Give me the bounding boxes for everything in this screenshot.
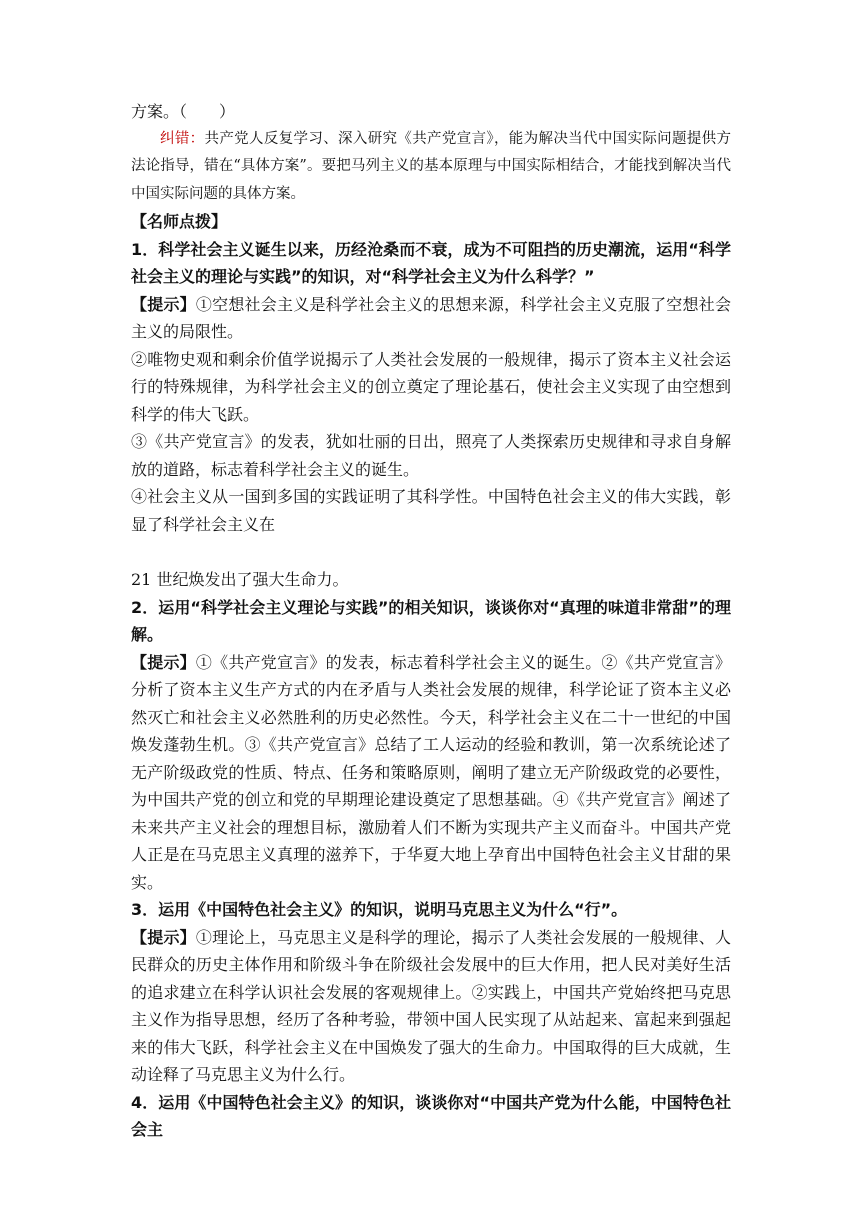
q1-hint-paragraph-1 (131, 291, 731, 346)
q1-point-2: ②唯物史观和剩余价值学说揭示了人类社会发展的一般规律，揭示了资本主义社会运行的特殊规律，为科学社会主义的创立奠定了理论基石，使社会主义实现了由空想到科学的伟大飞跃。 (131, 349, 731, 424)
q2-answer: ①《共产党宣言》的发表，标志着科学社会主义的诞生。②《共产党宣言》分析了资本主义生产方式的内在矛盾与人类社会发展的规律，科学论证了资本主义必然灭亡和社会主义必然胜利的历史必然性。今天，科学社会主义在二十一世纪的中国焕发蓬勃生机。③《共产党宣言》总结了工人运动的经验和教训，第一次系统论述了无产阶级政党的性质、特点、任务和策略原则，阐明了建立无产阶级政党的必要性，为中国共产党的创立和党的早期理论建设奠定了思想基础。④《共产党宣言》阐述了未来共产主义社会的理想目标，激励着人们不断为实现共产主义而奋斗。中国共产党人正是在马克思主义真理的滋养下，于华夏大地上孕育出中国特色社会主义甘甜的果实。 (131, 652, 731, 892)
section-title: 【名师点拨】 (131, 212, 228, 231)
correction-paragraph (131, 126, 731, 209)
correction-label: 纠错： (160, 130, 205, 147)
q2-answer-paragraph (131, 649, 731, 897)
q1-point-4: ④社会主义从一国到多国的实践证明了其科学性。中国特色社会主义的伟大实践，彰显了科学社会主义在 (131, 487, 731, 534)
question-3: 3．运用《中国特色社会主义》的知识，说明马克思主义为什么“行”。 (131, 900, 628, 919)
q3-answer-paragraph (131, 924, 731, 1089)
question-4: 4．运用《中国特色社会主义》的知识，谈谈你对“中国共产党为什么能，中国特色社会主 (131, 1092, 731, 1139)
hint-label: 【提示】 (131, 652, 196, 672)
question-1: 1．科学社会主义诞生以来，历经沧桑而不衰，成为不可阻挡的历史潮流，运用“科学社会主义的理论与实践”的知识，对“科学社会主义为什么科学？” (131, 239, 731, 286)
correction-text: 共产党人反复学习、深入研究《共产党宣言》，能为解决当代中国实际问题提供方法论指导，错在“具体方案”。要把马列主义的基本原理与中国实际相结合，才能找到解决当代中国实际问题的具体方案。 (131, 130, 732, 202)
q1-point-4-continued: 21 世纪焕发出了强大生命力。 (131, 570, 349, 589)
q1-point-3: ③《共产党宣言》的发表，犹如壮丽的日出，照亮了人类探索历史规律和寻求自身解放的道路，标志着科学社会主义的诞生。 (131, 432, 731, 479)
blank-gap (131, 538, 731, 566)
document-body (131, 98, 731, 1144)
q3-answer: ①理论上，马克思主义是科学的理论，揭示了人类社会发展的一般规律、人民群众的历史主体作用和阶级斗争在阶级社会发展中的巨大作用，把人民对美好生活的追求建立在科学认识社会发展的客观规律上。②实践上，中国共产党始终把马克思主义作为指导思想，经历了各种考验，带领中国人民实现了从站起来、富起来到强起来的伟大飞跃，科学社会主义在中国焕发了强大的生命力。中国取得的巨大成就，生动诠释了马克思主义为什么行。 (131, 927, 731, 1084)
question-2: 2．运用“科学社会主义理论与实践”的相关知识，谈谈你对“真理的味道非常甜”的理解。 (131, 597, 731, 644)
intro-line: 方案。（ ） (131, 102, 236, 121)
q1-point-1: ①空想社会主义是科学社会主义的思想来源，科学社会主义克服了空想社会主义的局限性。 (131, 294, 731, 341)
hint-label: 【提示】 (131, 294, 196, 314)
hint-label: 【提示】 (131, 927, 196, 947)
